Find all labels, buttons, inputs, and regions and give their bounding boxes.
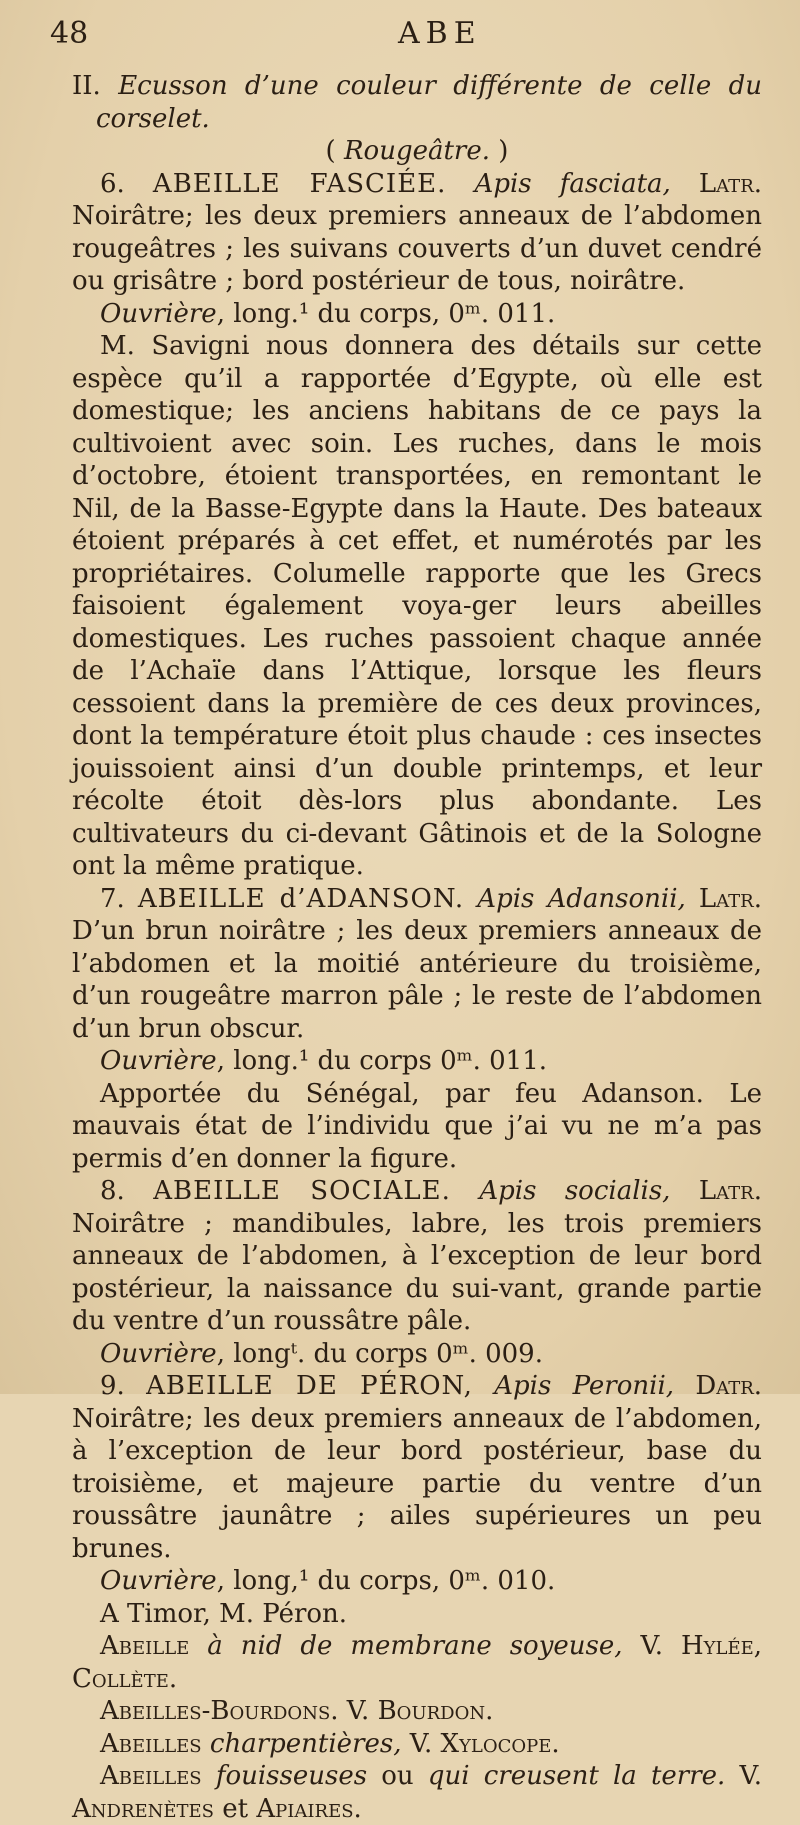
paragraph-p14: [72, 1630, 762, 1695]
text-run: [473, 1371, 494, 1401]
paragraph-p7: [72, 1045, 762, 1078]
text-run: [686, 884, 699, 914]
text-run: à nid de membrane soyeuse,: [207, 1631, 623, 1661]
text-run: Latr.: [698, 1176, 762, 1206]
text-run: , longᵗ. du corps 0ᵐ. 009.: [216, 1338, 543, 1369]
paragraph-p3: [72, 168, 762, 298]
text-run: Hylée: [680, 1631, 754, 1661]
text-run: Apis socialis,: [479, 1176, 671, 1206]
text-run: Ecusson d’une couleur différente de celle du corselet.: [96, 71, 762, 134]
text-run: fouisseuses: [215, 1761, 368, 1791]
text-run: V.: [401, 1728, 441, 1759]
paragraph-p2: [72, 135, 762, 168]
text-run: Bourdon.: [377, 1696, 494, 1726]
text-run: Rougeâtre.: [343, 136, 491, 166]
text-run: Abeilles-Bourdons.: [100, 1696, 339, 1726]
text-run: Xylocope.: [440, 1728, 560, 1759]
text-run: [202, 1761, 216, 1791]
text-run: Latr.: [698, 168, 763, 199]
text-run: ): [490, 136, 509, 166]
text-run: et: [214, 1793, 257, 1824]
text-run: Noirâtre; les deux premiers anneaux de l’abdomen, à l’exception de leur bord postérieur, base du troisième, et majeure partie du ventre d’un roussâtre jaunâtre ; ailes supérieures un peu brunes.: [72, 1403, 762, 1564]
page-header: [0, 16, 800, 56]
text-run: V.: [725, 1761, 762, 1791]
text-run: , long.¹ du corps 0ᵐ. 011.: [216, 1046, 547, 1076]
text-run: Noirâtre ; mandibules, labre, les trois premiers anneaux de l’abdomen, à l’exception de leur bord postérieur, la naissance du sui-vant, grande partie du ventre d’un roussâtre pâle.: [72, 1208, 762, 1336]
text-run: Apis Peronii,: [494, 1371, 675, 1401]
text-run: M. Savigni nous donnera des détails sur cette espèce qu’il a rapportée d’Egypte, où elle est domestique; les anciens habitans de ce pays la cultivoient avec soin. Les ruches, dans le mois d’octobre, étoient transportées, en remontant le Nil, de la Basse-Egypte dans la Haute. Des bateaux étoient préparés à cet effet, et numérotés par les propriétaires. Columelle rapporte que les Grecs faisoient également voya-ger leurs abeilles domestiques. Les ruches passoient chaque année de l’Achaïe dans l’Attique, lorsque les fleurs cessoient dans la première de ces deux provinces, dont la température étoit plus chaude : ces insectes jouissoient ainsi d’un double printemps, et leur récolte étoit dès-lors plus abondante. Les cultivateurs du ci-devant Gâtinois et de la Sologne ont la même pratique.: [72, 331, 762, 881]
text-run: , long.¹ du corps, 0ᵐ. 011.: [216, 298, 556, 329]
text-run: Abeilles: [100, 1728, 202, 1759]
paragraph-p13: [72, 1598, 762, 1631]
text-run: Latr.: [698, 883, 762, 914]
paragraph-p16: [72, 1728, 762, 1761]
text-run: Ouvrière: [100, 1046, 217, 1076]
text-run: 9.: [100, 1371, 147, 1401]
text-run: ,: [753, 1631, 762, 1661]
paragraph-p12: [72, 1565, 762, 1598]
text-run: [670, 1176, 698, 1206]
text-run: 7.: [100, 883, 138, 914]
text-run: II.: [72, 71, 119, 101]
text-run: 8.: [100, 1176, 154, 1206]
text-run: Noirâtre; les deux premiers anneaux de l’abdomen rougeâtres ; les suivans couverts d’un duvet cendré ou grisâtre ; bord postérieur de tous, noirâtre.: [72, 201, 762, 296]
paragraph-p17: [72, 1760, 762, 1825]
text-run: V.: [622, 1631, 681, 1661]
paragraph-p9: [72, 1175, 762, 1338]
text-run: A Timor, M. Péron.: [100, 1598, 348, 1629]
text-run: Collète.: [72, 1663, 178, 1694]
text-run: ABEILLE DE PÉRON,: [146, 1371, 473, 1401]
text-run: , long,¹ du corps, 0ᵐ. 010.: [216, 1566, 556, 1596]
text-run: [671, 169, 699, 199]
text-run: 6.: [100, 168, 153, 199]
paragraph-p4: [72, 298, 762, 331]
text-run: Apiaires.: [256, 1793, 362, 1824]
text-run: (: [325, 136, 344, 166]
paragraph-p5: [72, 330, 762, 883]
text-run: Datr.: [695, 1371, 763, 1401]
text-run: [674, 1371, 695, 1401]
paragraph-p10: [72, 1338, 762, 1371]
text-run: V.: [338, 1696, 378, 1726]
text-run: charpentières,: [209, 1728, 402, 1759]
paragraph-p8: [72, 1078, 762, 1176]
text-run: Apis fasciata,: [474, 168, 671, 199]
page-number: 48: [50, 16, 89, 51]
text-run: Ouvrière: [100, 1338, 217, 1369]
text-run: ABEILLE d’ADANSON.: [137, 883, 465, 914]
text-run: qui creusent la terre.: [427, 1761, 726, 1791]
running-head: ABE: [398, 16, 482, 51]
text-run: [464, 884, 477, 914]
text-run: Abeille: [100, 1631, 190, 1661]
paragraph-p15: [72, 1695, 762, 1728]
text-run: Ouvrière: [100, 1566, 217, 1596]
text-run: [202, 1729, 210, 1759]
text-run: ou: [367, 1761, 428, 1791]
text-run: Ouvrière: [100, 298, 217, 329]
text-run: Andrenètes: [72, 1793, 215, 1824]
text-run: [189, 1631, 207, 1661]
text-run: [451, 1176, 479, 1206]
text-run: Apportée du Sénégal, par feu Adanson. Le mauvais état de l’individu que j’ai vu ne m’a pas permis d’en donner la figure.: [72, 1078, 762, 1174]
text-run: [446, 169, 474, 199]
body-text: [72, 70, 762, 1825]
text-run: Abeilles: [100, 1761, 202, 1791]
paragraph-p11: [72, 1370, 762, 1565]
paragraph-p1: [72, 70, 762, 135]
text-run: ABEILLE SOCIALE.: [153, 1176, 451, 1206]
text-run: Apis Adansonii,: [477, 883, 686, 914]
text-run: ABEILLE FASCIÉE.: [152, 168, 447, 199]
paragraph-p6: [72, 883, 762, 1046]
text-run: D’un brun noirâtre ; les deux premiers anneaux de l’abdomen et la moitié antérieure du troisième, d’un rougeâtre marron pâle ; le reste de l’abdomen d’un brun obscur.: [72, 916, 762, 1044]
